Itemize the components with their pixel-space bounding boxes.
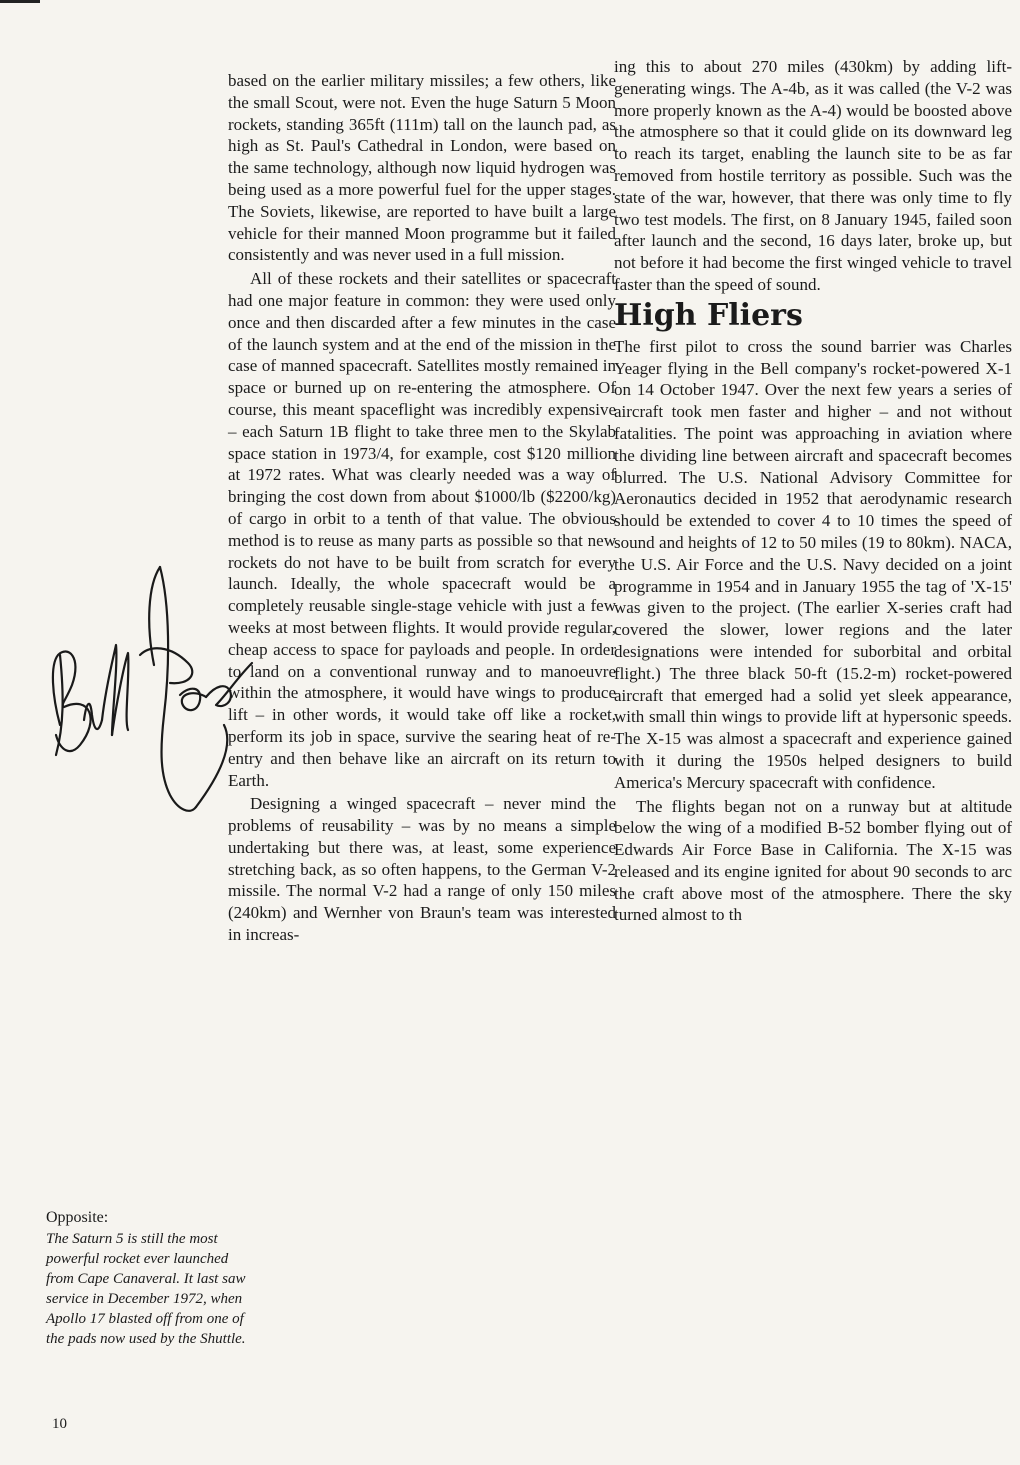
caption-text: The Saturn 5 is still the most powerful rocket ever launched from Cape Canaveral. It last saw service in December 1972, when Apollo 17 blasted off from one of the pads now used by the Shuttle. [46,1231,246,1347]
left-paragraph-2: All of these rockets and their satellites or spacecraft had one major feature in common: they were used only once and then discarded after a few minutes in the case of the launch system and at the end of the mission in the case of manned spacecraft. Satellites mostly remained in space or burned up on re-entering the atmosphere. Of course, this meant spaceflight was incredibly expensive – each Saturn 1B flight to take three men to the Skylab space station in 1973/4, for example, cost $120 million at 1972 rates. What was clearly needed was a way of bringing the cost down from about $1000/lb ($2200/kg) of cargo in orbit to a tenth of that value. The obvious method is to reuse as many parts as possible so that new rockets do not have to be built from scratch for every launch. Ideally, the whole spacecraft would be a completely reusable single-stage vehicle with just a few weeks at most between flights. It would provide regular, cheap access to space for payloads and people. In order to land on a conventional runway and to manoeuvre within the atmosphere, it would have wings to produce lift – in other words, it would take off like a rocket, perform its job in space, survive the searing heat of re-entry and then behave like an aircraft on its return to Earth. [228,269,616,790]
caption-title: Opposite: [46,1209,109,1226]
right-intro-paragraph: ing this to about 270 miles (430km) by adding lift-generating wings. The A-4b, as it was called (the V-2 was more properly known as the A-4) would be boosted above the atmosphere so that it could glide on its downward leg to reach its target, enabling the launch site to be as far removed from hostile territory as possible. Such was the state of the war, however, that there was only time to fly two test models. The first, on 8 January 1945, failed soon after launch and the second, 16 days later, broke up, but not before it had become the first winged vehicle to travel faster than the speed of sound. [614,57,1012,294]
left-paragraph-3: Designing a winged spacecraft – never mind the problems of reusability – was by no means a simple undertaking but there was, at least, some experience stretching back, as so often happens, to the German V-2 missile. The normal V-2 had a range of only 150 miles (240km) and Wernher von Braun's team was interested in increas- [228,794,616,945]
left-text-column [228,70,616,946]
left-paragraph-1: based on the earlier military missiles; a few others, like the small Scout, were not. Even the huge Saturn 5 Moon rockets, standing 365ft (111m) tall on the launch pad, as high as St. Paul's Cathedral in London, were based on the same technology, although now liquid hydrogen was being used as a more powerful fuel for the upper stages. The Soviets, likewise, are reported to have built a large vehicle for their manned Moon programme but it failed consistently and was never used in a full mission. [228,71,616,265]
page-edge-rule [0,0,40,3]
photo-caption [46,1208,256,1349]
right-paragraph-1: The first pilot to cross the sound barrier was Charles Yeager flying in the Bell company's rocket-powered X-1 on 14 October 1947. Over the next few years a series of aircraft took men faster and higher – and not without fatalities. The point was approaching in aviation where the dividing line between aircraft and spacecraft becomes blurred. The U.S. National Advisory Committee for Aeronautics decided in 1952 that aerodynamic research should be extended to cover 4 to 10 times the speed of sound and heights of 12 to 50 miles (19 to 80km). NACA, the U.S. Air Force and the U.S. Navy decided on a joint programme in 1954 and in January 1955 the tag of 'X-15' was given to the project. (The earlier X-series craft had covered the slower, lower regions and the later designations were intended for suborbital and orbital flight.) The three black 50-ft (15.2-m) rocket-powered aircraft that emerged had a solid yet sleek appearance, with small thin wings to provide lift at hypersonic speeds. The X-15 was almost a spacecraft and experience gained with it during the 1950s helped designers to build America's Mercury spacecraft with confidence. [614,336,1012,792]
section-heading: High Fliers [614,297,803,333]
handwritten-signature-graphic [20,545,260,890]
right-text-column [614,56,1012,926]
page-number: 10 [52,1416,67,1432]
right-paragraph-2: The flights began not on a runway but at altitude below the wing of a modified B-52 bomber flying out of Edwards Air Force Base in California. The X-15 was released and its engine ignited for about 90 seconds to arc the craft above most of the atmosphere. There the sky turned almost to th [614,796,1012,925]
